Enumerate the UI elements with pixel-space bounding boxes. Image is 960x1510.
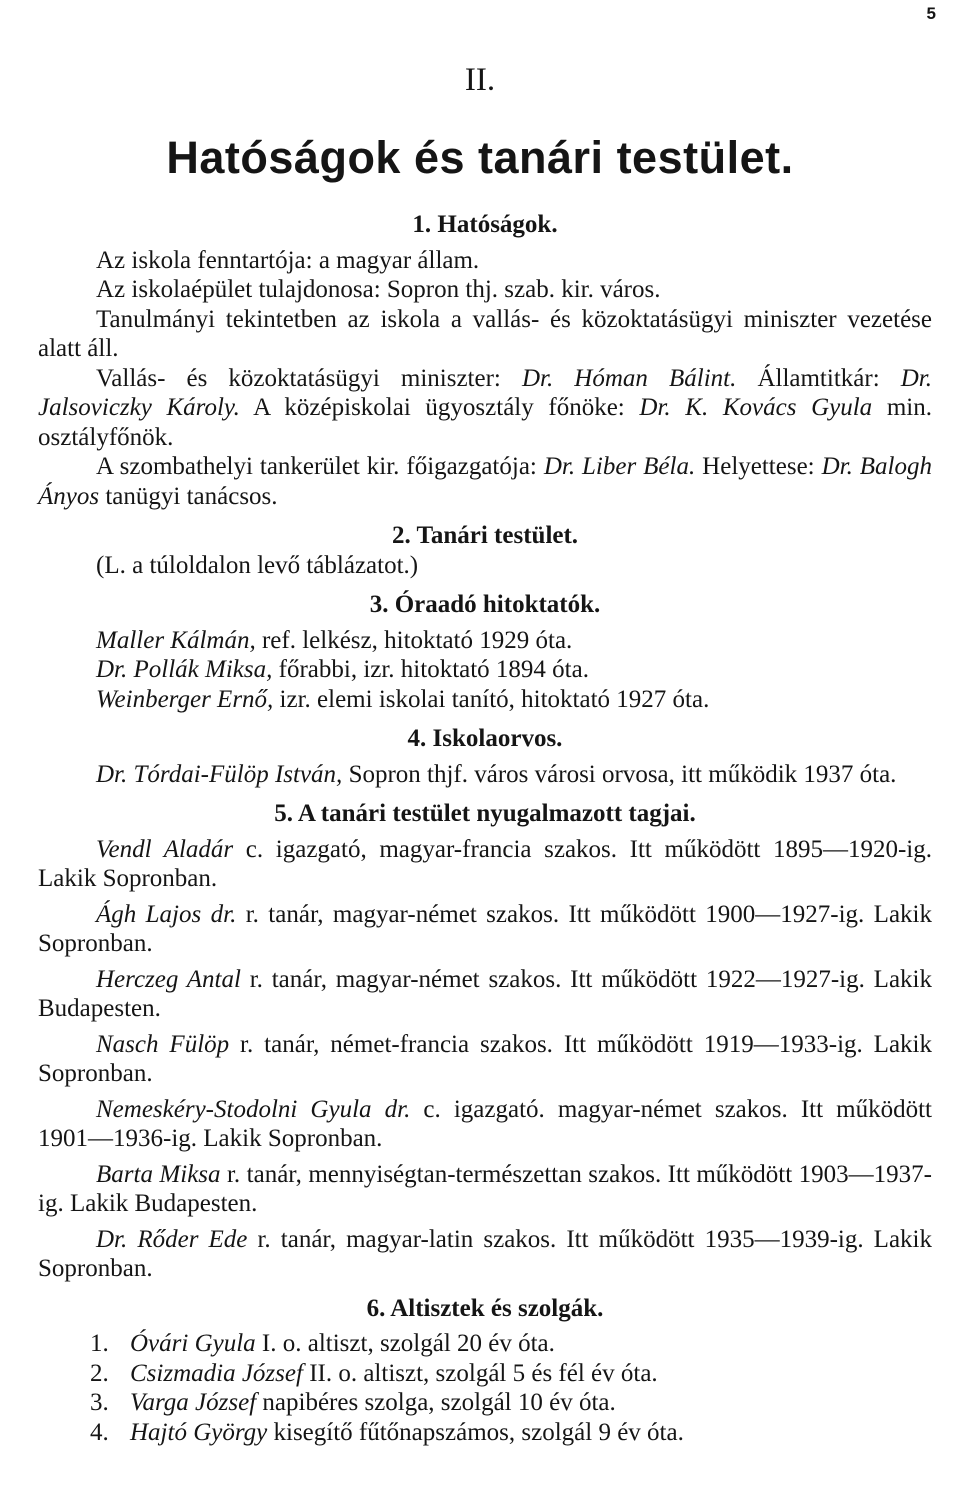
list-item [38, 685, 932, 715]
item-number: 4. [90, 1418, 109, 1446]
person-name: Csizmadia József [130, 1359, 303, 1387]
list-item [90, 1388, 932, 1418]
item-number: 1. [90, 1330, 109, 1357]
list-item [90, 1329, 932, 1359]
person-name: Dr. Balogh Ányos [38, 453, 933, 510]
paragraph-iskolaorvos [38, 760, 932, 790]
page-number: 5 [926, 4, 936, 23]
text-run: napibéres szolga, szolgál 10 év óta. [256, 1389, 616, 1416]
section-heading-nyugalmazott: 5. A tanári testület nyugalmazott tagjai. [274, 800, 696, 827]
list-item [38, 900, 932, 959]
altisztek-list [90, 1329, 932, 1447]
person-name: Nemeskéry-Stodolni Gyula dr. [96, 1095, 411, 1123]
list-item [38, 655, 932, 685]
text-run: r. tanár, mennyiségtan-természettan szakos. Itt működött 1903—1937-ig. Lakik Budapesten. [38, 1160, 932, 1217]
document-body [38, 210, 932, 1447]
text-run: tanügyi tanácsos. [99, 482, 278, 510]
paragraph-tanulmanyi: Tanulmányi tekintetben az iskola a vallás- és közoktatásügyi miniszter vezetése alatt áll. [38, 305, 932, 362]
paragraph-miniszter [38, 364, 932, 453]
paragraph-tablazat-ref: (L. a túloldalon levő táblázatot.) [96, 551, 419, 579]
text-run: II. o. altiszt, szolgál 5 és fél év óta. [302, 1359, 658, 1387]
person-name: Vendl Aladár [96, 835, 234, 863]
page-title: Hatóságok és tanári testület. [166, 132, 794, 183]
text-run: r. tanár, német-francia szakos. Itt működött 1919—1933-ig. Lakik Sopronban. [38, 1030, 932, 1087]
person-name: Dr. Liber Béla. [543, 453, 696, 480]
list-item [38, 1030, 932, 1089]
list-item [38, 626, 932, 656]
person-name: Ágh Lajos dr. [96, 900, 237, 928]
text-run: r. tanár, magyar-latin szakos. Itt működött 1935—1939-ig. Lakik Sopronban. [38, 1225, 932, 1282]
person-name: Herczeg Antal [96, 965, 241, 993]
person-name: Dr. Hóman Bálint. [521, 364, 737, 392]
list-item [38, 835, 932, 894]
item-number: 3. [90, 1389, 109, 1416]
text-run: ref. lelkész, hitoktató 1929 óta. [255, 626, 573, 654]
item-number: 2. [90, 1359, 109, 1387]
chapter-number: II. [464, 62, 496, 98]
text-run: főrabbi, izr. hitoktató 1894 óta. [272, 656, 589, 683]
person-name: Dr. Tórdai-Fülöp István, [96, 760, 343, 788]
list-item [38, 1095, 932, 1154]
person-name: Dr. Rőder Ede [96, 1225, 248, 1253]
list-item [38, 965, 932, 1024]
item-text [130, 1388, 616, 1418]
text-run: Helyettese: [695, 453, 822, 480]
person-name: Maller Kálmán, [96, 626, 256, 654]
person-name: Nasch Fülöp [96, 1030, 230, 1058]
section-heading-hatosagok: 1. Hatóságok. [412, 211, 558, 238]
person-name: Varga József [130, 1389, 257, 1416]
text-run: A középiskolai ügyosztály főnöke: [239, 394, 640, 421]
person-name: Barta Miksa [96, 1160, 221, 1188]
section-heading-oraado: 3. Óraadó hitoktatók. [369, 591, 601, 618]
text-run: Vallás- és közoktatásügyi miniszter: [96, 364, 522, 392]
person-name: Dr. Pollák Miksa, [96, 656, 273, 683]
person-name: Óvári Gyula [130, 1330, 256, 1357]
text-run: r. tanár, magyar-német szakos. Itt működött 1922—1927-ig. Lakik Budapesten. [38, 965, 932, 1022]
paragraph-fenntarto: Az iskola fenntartója: a magyar állam. [96, 246, 480, 274]
person-name: Hajtó György [130, 1418, 268, 1446]
paragraph-tulajdonos: Az iskolaépület tulajdonosa: Sopron thj. szab. kir. város. [96, 276, 661, 303]
section-heading-tanari-testulet: 2. Tanári testület. [391, 522, 579, 549]
list-item [38, 1225, 932, 1284]
section-heading-altisztek: 6. Altisztek és szolgák. [366, 1294, 604, 1322]
item-text [130, 1418, 684, 1448]
text-run: Sopron thjf. város városi orvosa, itt működik 1937 óta. [342, 760, 897, 788]
text-run: I. o. altiszt, szolgál 20 év óta. [255, 1330, 555, 1357]
person-name: Dr. Jalsoviczky Károly. [38, 364, 932, 421]
text-run: izr. elemi iskolai tanító, hitoktató 1927 óta. [273, 685, 710, 713]
paragraph-tankerulet [38, 452, 932, 511]
person-name: Weinberger Ernő, [96, 685, 274, 713]
item-text [130, 1329, 555, 1359]
text-run: min. osztályfőnök. [38, 394, 932, 451]
text-run: Államtitkár: [736, 364, 901, 392]
text-run: c. igazgató. magyar-német szakos. Itt működött 1901—1936-ig. Lakik Sopronban. [38, 1095, 932, 1152]
section-heading-iskolaorvos: 4. Iskolaorvos. [407, 725, 563, 752]
item-text [130, 1359, 658, 1389]
list-item [90, 1359, 932, 1389]
list-item [38, 1160, 932, 1219]
text-run: c. igazgató, magyar-francia szakos. Itt működött 1895—1920-ig. Lakik Sopronban. [38, 835, 932, 892]
text-run: A szombathelyi tankerület kir. főigazgatója: [96, 453, 544, 480]
text-run: r. tanár, magyar-német szakos. Itt működött 1900—1927-ig. Lakik Sopronban. [38, 900, 933, 957]
list-item [90, 1418, 932, 1448]
person-name: Dr. K. Kovács Gyula [639, 394, 873, 421]
text-run: kisegítő fűtőnapszámos, szolgál 9 év óta. [267, 1418, 684, 1446]
